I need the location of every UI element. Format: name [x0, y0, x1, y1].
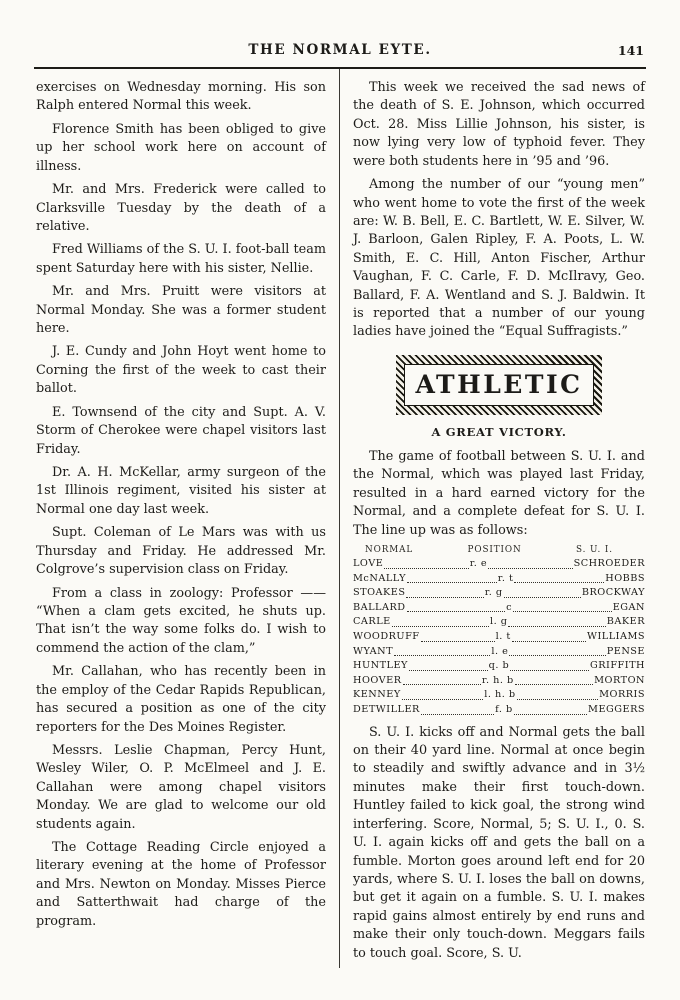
page-number: 141	[617, 43, 644, 58]
sui-player: BROCKWAY	[581, 587, 645, 599]
right-column	[340, 69, 646, 968]
dot-leader	[488, 568, 572, 569]
paragraph: Mr. and Mrs. Frederick were called to Clarksville Tuesday by the death of a relative.	[36, 182, 326, 234]
sui-player: GRIFFITH	[589, 660, 645, 672]
dot-leader	[508, 626, 605, 627]
table-row	[353, 645, 645, 660]
sui-player: PENSE	[606, 645, 646, 657]
table-row	[353, 703, 645, 718]
table-row	[353, 659, 645, 674]
position: l. h. b	[484, 689, 516, 701]
dot-leader	[407, 611, 506, 612]
position: l. t	[495, 630, 511, 642]
sui-player: EGAN	[612, 601, 645, 613]
paragraph: Fred Williams of the S. U. I. foot-ball team spent Saturday here with his sister, Nellie.	[36, 242, 326, 276]
sui-player: MORRIS	[599, 689, 646, 701]
normal-player: CARLE	[353, 616, 391, 628]
paragraph: The Cottage Reading Circle enjoyed a literary evening at the home of Professor and Mrs. Newton on Monday. Misses Pierce and Satterthwait had charge of the program.	[36, 840, 326, 929]
article-heading: A GREAT VICTORY.	[431, 424, 567, 439]
table-row	[353, 615, 645, 630]
table-row	[353, 572, 645, 587]
dot-leader	[517, 699, 599, 700]
paragraph: Supt. Coleman of Le Mars was with us Thursday and Friday. He addressed Mr. Colgrove’s supervision class on Friday.	[36, 525, 326, 578]
lineup-table-header	[353, 545, 645, 557]
dot-leader	[514, 582, 604, 583]
paragraph: The game of football between S. U. I. and the Normal, which was played last Friday, resulted in a hard earned victory for the Normal, and a complete defeat for S. U. I. The line up was as follows:	[353, 448, 645, 538]
dot-leader	[421, 641, 495, 642]
table-row	[353, 601, 645, 616]
column-header-normal: NORMAL	[365, 545, 414, 556]
athletic-section-title: ATHLETIC	[415, 369, 583, 399]
dot-leader	[392, 626, 489, 627]
left-column	[34, 69, 340, 968]
normal-player: McNALLY	[353, 572, 406, 584]
dot-leader	[384, 568, 468, 569]
paragraph: This week we received the sad news of the death of S. E. Johnson, which occurred Oct. 28. Miss Lillie Johnson, his sister, is now lying very low of typhoid fever. They were both students here in ’95 and ’96.	[353, 80, 645, 169]
dot-leader	[514, 714, 587, 715]
position: r. h. b	[481, 674, 514, 686]
page-header	[34, 42, 646, 60]
paragraph: Among the number of our “young men” who went home to vote the first of the week are: W. B. Bell, E. C. Bartlett, W. E. Silver, W. J. Barloon, Galen Ripley, F. A. Poots, L. W. Smith, E. C. Hill, Anton Fischer, Arthur Vaughan, F. C. Carle, F. D. McIlravy, Geo. Ballard, F. A. Wentland and S. J. Baldwin. It is reported that a number of our young ladies have joined the “Equal Suffragists.”	[353, 177, 645, 340]
lineup-table	[353, 545, 645, 718]
table-row	[353, 688, 645, 703]
position: r. t	[497, 572, 514, 584]
sui-player: MORTON	[594, 674, 646, 686]
sui-player: MEGGERS	[588, 703, 646, 715]
sui-player: HOBBS	[605, 572, 646, 584]
two-column-body	[34, 69, 646, 968]
position: q. b	[488, 660, 510, 672]
paragraph: Mr. Callahan, who has recently been in the employ of the Cedar Rapids Republican, has secured a position as one of the city reporters for the Des Moines Register.	[36, 664, 326, 735]
normal-player: HUNTLEY	[353, 660, 408, 672]
normal-player: HOOVER	[353, 674, 402, 686]
position: l. g	[490, 616, 508, 628]
dot-leader	[402, 699, 484, 700]
paragraph: J. E. Cundy and John Hoyt went home to Corning the first of the week to cast their ballot.	[36, 344, 326, 397]
position: f. b	[495, 703, 513, 715]
dot-leader	[510, 670, 589, 671]
sui-player: SCHROEDER	[573, 558, 645, 570]
paragraph: E. Townsend of the city and Supt. A. V. Storm of Cherokee were chapel visitors last Friday.	[36, 404, 326, 457]
dot-leader	[509, 655, 605, 656]
dot-leader	[407, 582, 497, 583]
masthead-title: THE NORMAL EYTE.	[248, 42, 432, 58]
paragraph: exercises on Wednesday morning. His son Ralph entered Normal this week.	[36, 80, 326, 114]
paragraph: S. U. I. kicks off and Normal gets the ball on their 40 yard line. Normal at once begin to steadily and swiftly advance and in 3½ minutes make their first touch-down. Huntley failed to kick goal, the strong wind interfering. Score, Normal, 5; S. U. I., 0. S. U. I. again kicks off and gets the ball on a fumble. Morton goes around left end for 20 yards, where S. U. I. loses the ball on downs, but get it again on a fumble. S. U. I. makes rapid gains almost entirely by end runs and make their only touch-down. Meggars fails to touch goal. Score, S. U.	[353, 724, 645, 961]
paragraph: Messrs. Leslie Chapman, Percy Hunt, Wesley Wiler, O. P. McElmeel and J. E. Callahan were among chapel visitors Monday. We are glad to welcome our old students again.	[36, 742, 326, 832]
dot-leader	[394, 655, 490, 656]
table-row	[353, 674, 645, 689]
position: r. e	[469, 558, 488, 570]
dot-leader	[504, 597, 581, 598]
dot-leader	[515, 684, 593, 685]
dot-leader	[513, 611, 612, 612]
table-row	[353, 630, 645, 645]
table-row	[353, 557, 645, 572]
column-header-sui: S. U. I.	[576, 545, 613, 556]
normal-player: LOVE	[353, 558, 384, 570]
athletic-inner-panel	[404, 364, 594, 406]
dot-leader	[409, 670, 488, 671]
athletic-ornament-box	[396, 355, 602, 415]
table-row	[353, 586, 645, 601]
normal-player: KENNEY	[353, 689, 401, 701]
sui-player: BAKER	[606, 616, 645, 628]
position: r. g	[484, 587, 503, 599]
normal-player: DETWILLER	[353, 703, 420, 715]
sui-player: WILLIAMS	[586, 630, 646, 642]
position: l. e	[491, 645, 509, 657]
dot-leader	[512, 641, 586, 642]
normal-player: WYANT	[353, 645, 394, 657]
paragraph: Florence Smith has been obliged to give up her school work here on account of illness.	[36, 121, 326, 174]
normal-player: STOAKES	[353, 587, 406, 599]
normal-player: WOODRUFF	[353, 630, 420, 642]
dot-leader	[421, 714, 494, 715]
paragraph: Mr. and Mrs. Pruitt were visitors at Normal Monday. She was a former student here.	[36, 284, 326, 337]
paragraph: From a class in zoology: Professor —— “When a clam gets excited, he shuts up. That isn’t the way some folks do. I wish to commend the action of the clam,”	[36, 585, 326, 656]
position: c	[506, 601, 513, 613]
dot-leader	[406, 597, 483, 598]
normal-player: BALLARD	[353, 601, 406, 613]
paragraph: Dr. A. H. McKellar, army surgeon of the 1st Illinois regiment, visited his sister at Normal one day last week.	[36, 465, 326, 517]
column-header-position: POSITION	[467, 545, 522, 556]
dot-leader	[403, 684, 481, 685]
